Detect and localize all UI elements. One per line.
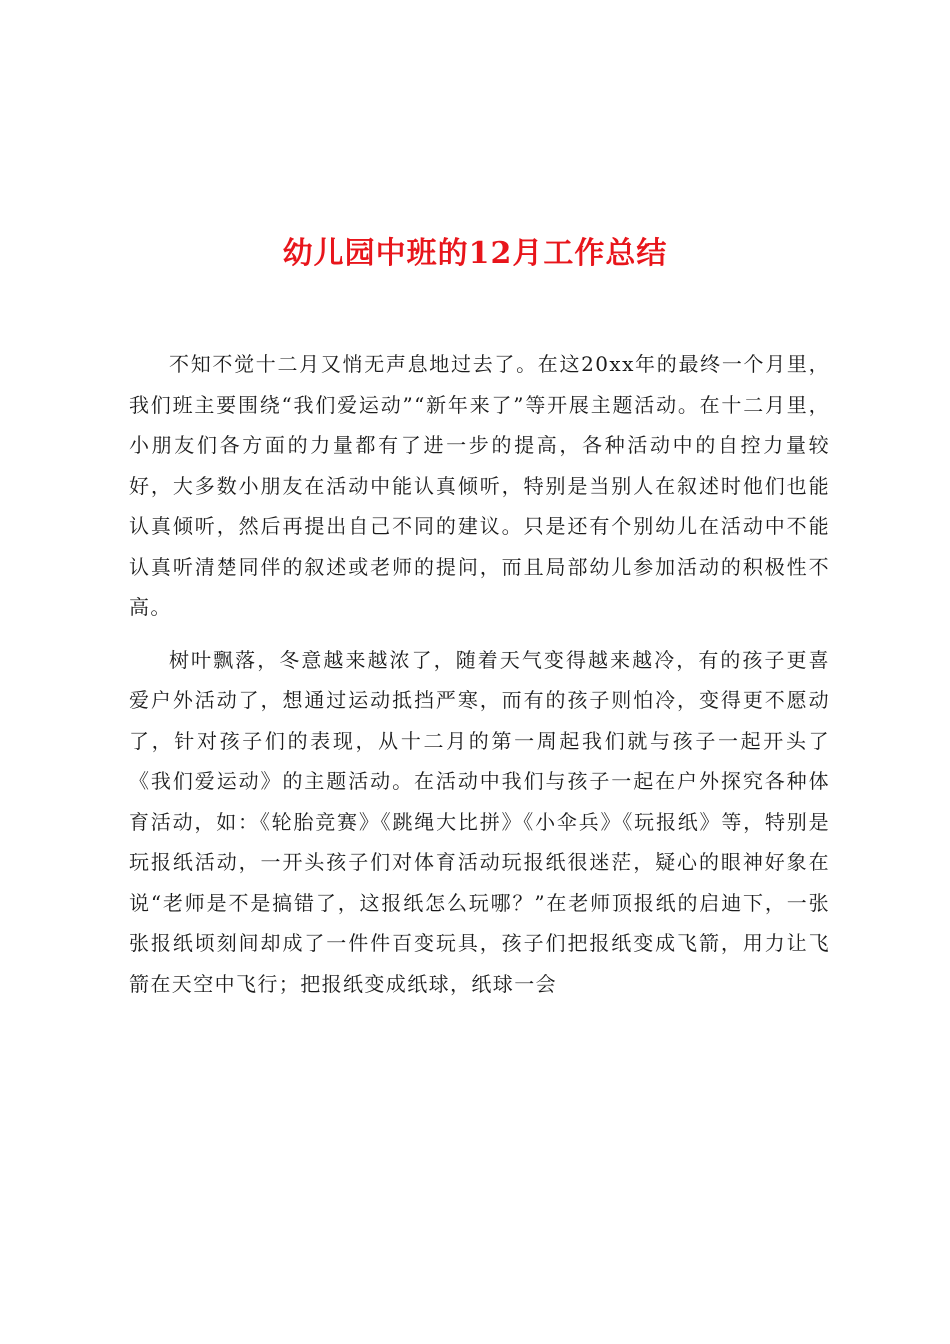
document-body [129,344,830,1004]
paragraph-1: 不知不觉十二月又悄无声息地过去了。在这20xx年的最终一个月里，我们班主要围绕“我们爱运动”“新年来了”等开展主题活动。在十二月里，小朋友们各方面的力量都有了进一步的提高，各种活动中的自控力量较好，大多数小朋友在活动中能认真倾听，特别是当别人在叙述时他们也能认真倾听，然后再提出自己不同的建议。只是还有个别幼儿在活动中不能认真听清楚同伴的叙述或老师的提问，而且局部幼儿参加活动的积极性不高。 [129,352,830,619]
paragraph-2: 树叶飘落，冬意越来越浓了，随着天气变得越来越冷，有的孩子更喜爱户外活动了，想通过运动抵挡严寒，而有的孩子则怕冷，变得更不愿动了，针对孩子们的表现，从十二月的第一周起我们就与孩子一起开头了《我们爱运动》的主题活动。在活动中我们与孩子一起在户外探究各种体育活动，如：《轮胎竞赛》《跳绳大比拼》《小伞兵》《玩报纸》等，特别是玩报纸活动，一开头孩子们对体育活动玩报纸很迷茫，疑心的眼神好象在说“老师是不是搞错了，这报纸怎么玩哪？”在老师顶报纸的启迪下，一张张报纸顷刻间却成了一件件百变玩具，孩子们把报纸变成飞箭，用力让飞箭在天空中飞行；把报纸变成纸球，纸球一会 [129,647,830,996]
document-title: 幼儿园中班的12月工作总结 [282,236,668,272]
